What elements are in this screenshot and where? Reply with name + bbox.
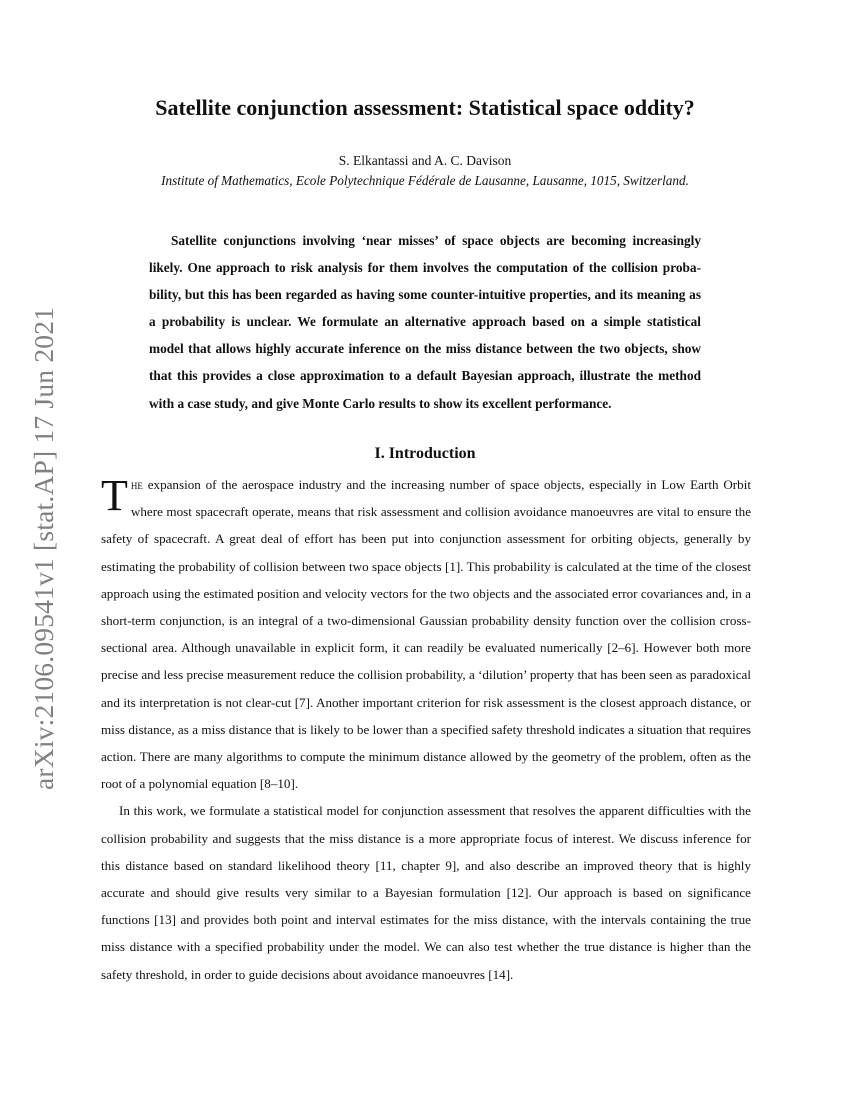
paper-title: Satellite conjunction assessment: Statistical space oddity?: [155, 95, 695, 120]
introduction-body: [101, 471, 751, 988]
author-affiliation: Institute of Mathematics, Ecole Polytechnique Fédérale de Lausanne, Lausanne, 1015, Switzerland.: [161, 173, 689, 188]
intro-paragraph-1-text: expansion of the aerospace industry and the increasing number of space objects, especially in Low Earth Orbit where most spacecraft operate, means that risk assessment and collision avoidance manoeuvres are vital to ensure the safety of spacecraft. A great deal of effort has been put into conjunction assessment for orbiting objects, generally by estimating the probability of collision between two space objects [1]. This probability is calculated at the time of the closest approach using the estimated position and velocity vectors for the two objects and the associated error covariances and, in a short-term conjunction, is an integral of a two-dimensional Gaussian probability density function over the collision cross-sectional area. Although unavailable in explicit form, it can readily be evaluated numerically [2–6]. However both more precise and less precise measurement reduce the collision probability, a ‘dilution’ property that has been seen as paradoxical and its interpretation is not clear-cut [7]. Another important criterion for risk assessment is the closest approach distance, or miss distance, as a miss distance that is likely to be lower than a specified safety threshold indicates a situation that requires action. There are many algorithms to compute the minimum distance allowed by the geometry of the problem, often as the root of a polynomial equation [8–10].: [101, 477, 751, 792]
section-heading: I. Introduction: [374, 445, 476, 462]
intro-paragraph-2: In this work, we formulate a statistical model for conjunction assessment that resolves the apparent difficulties with the collision probability and suggests that the miss distance is a more appropriate focus of interest. We discuss inference for this distance based on standard likelihood theory [11, chapter 9], and also describe an improved theory that is highly accurate and should give results very similar to a Bayesian formulation [12]. Our approach is based on significance functions [13] and provides both point and interval estimates for the miss distance, with the intervals containing the true miss distance with a specified probability under the model. We can also test whether the true distance is higher than the safety threshold, in order to guide decisions about avoidance manoeuvres [14].: [101, 803, 751, 982]
arxiv-side-stamp: arXiv:2106.09541v1 [stat.AP] 17 Jun 2021: [28, 306, 59, 790]
abstract: Satellite conjunctions involving ‘near misses’ of space objects are becoming increasingly likely. One approach to risk analysis for them involves the computation of the collision probability, but this has been regarded as having some counter-intuitive properties, and its meaning as a probability is unclear. We formulate an alternative approach based on a simple statistical model that allows highly accurate inference on the miss distance between the two objects, show that this provides a close approximation to a default Bayesian approach, illustrate the method with a case study, and give Monte Carlo results to show its excellent performance.: [149, 233, 701, 411]
intro-paragraph-1: [101, 471, 751, 797]
lead-small-caps: he: [130, 477, 143, 492]
author-list: S. Elkantassi and A. C. Davison: [338, 153, 512, 168]
drop-cap: T: [101, 471, 128, 520]
